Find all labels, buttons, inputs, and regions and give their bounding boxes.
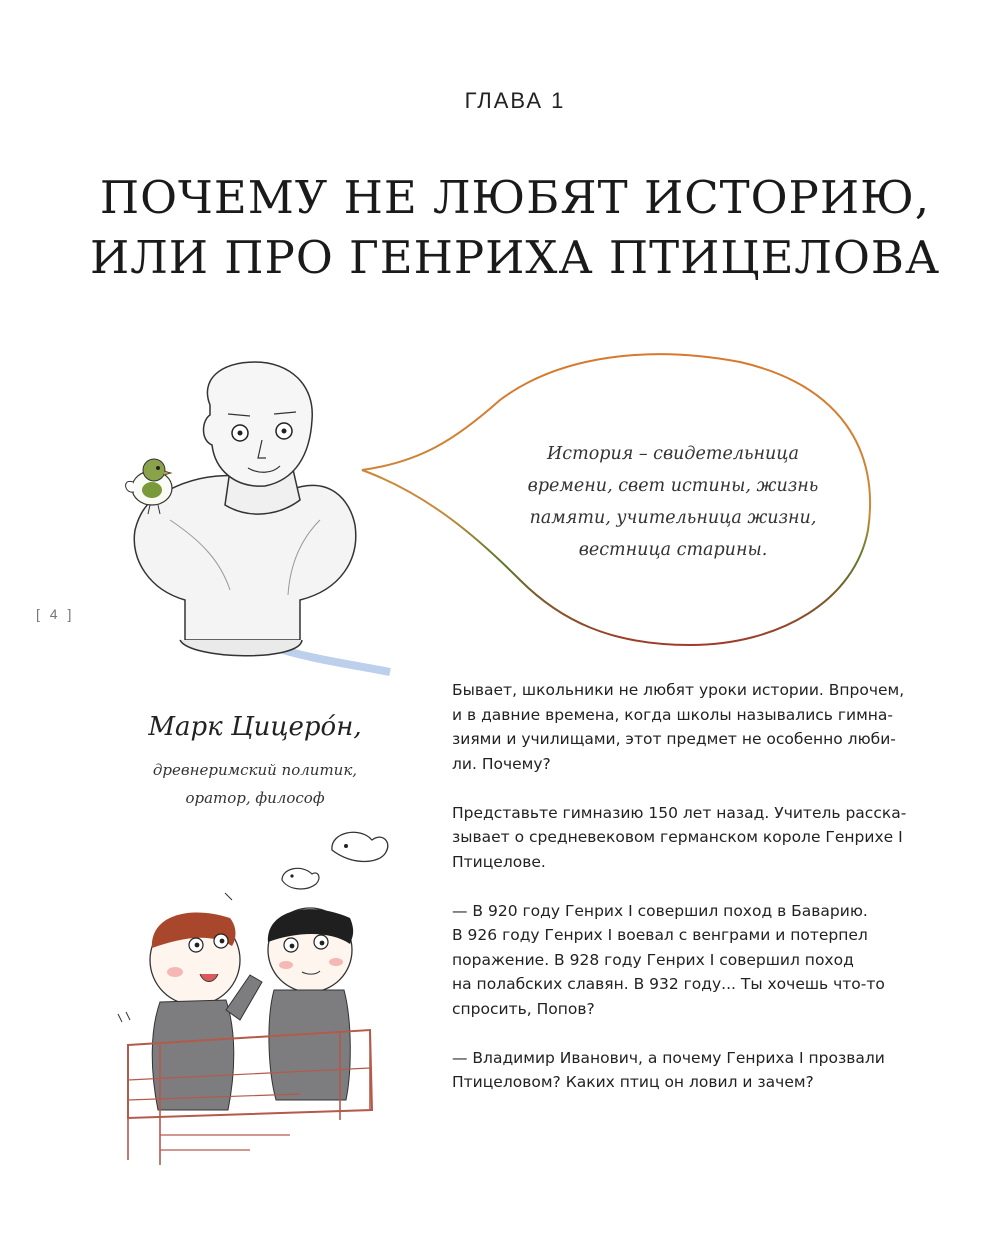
text-line: Птицеловом? Каких птиц он ловил и зачем? bbox=[452, 1073, 814, 1091]
text-line: В 926 году Генрих I воевал с венграми и потерпел bbox=[452, 926, 868, 944]
bird-doodle-icon bbox=[282, 832, 388, 889]
text-line: на полабских славян. В 932 году... Ты хочешь что-то bbox=[452, 975, 885, 993]
author-desc-line: оратор, философ bbox=[185, 789, 325, 807]
text-line: Представьте гимназию 150 лет назад. Учитель расска- bbox=[452, 803, 907, 822]
text-line: поражение. В 928 году Генрих I совершил поход bbox=[452, 950, 854, 969]
paragraph bbox=[452, 678, 952, 776]
quote-line: времени, свет истины, жизнь bbox=[527, 476, 819, 496]
page-number: [ 4 ] bbox=[36, 606, 75, 622]
title-line-1: ПОЧЕМУ НЕ ЛЮБЯТ ИСТОРИЮ, bbox=[99, 171, 931, 224]
body-text bbox=[452, 678, 952, 1119]
text-line: и в давние времена, когда школы назывались гимна- bbox=[452, 705, 893, 724]
author-name: Марк Цицеро́н, bbox=[148, 712, 362, 742]
paragraph bbox=[452, 899, 952, 1022]
text-line: зиями и училищами, этот предмет не особенно люби- bbox=[452, 730, 896, 748]
text-line: ли. Почему? bbox=[452, 754, 551, 773]
paragraph bbox=[452, 1046, 952, 1095]
text-line: спросить, Попов? bbox=[452, 999, 595, 1018]
quote-line: История – свидетельница bbox=[547, 444, 799, 464]
title-line-2: ИЛИ ПРО ГЕНРИХА ПТИЦЕЛОВА bbox=[89, 231, 941, 284]
text-line: — В 920 году Генрих I совершил поход в Баварию. bbox=[452, 901, 868, 920]
quote-line: вестница старины. bbox=[578, 540, 768, 560]
quote-line: памяти, учительница жизни, bbox=[529, 508, 817, 528]
text-line: зывает о средневековом германском короле Генрихе I bbox=[452, 828, 903, 846]
text-line: — Владимир Иванович, а почему Генриха I прозвали bbox=[452, 1048, 885, 1067]
author-desc-line: древнеримский политик, bbox=[152, 761, 358, 779]
paragraph bbox=[452, 801, 952, 875]
chapter-label: ГЛАВА 1 bbox=[464, 88, 566, 113]
text-line: Бывает, школьники не любят уроки истории. Впрочем, bbox=[452, 681, 905, 699]
text-line: Птицелове. bbox=[452, 852, 546, 871]
